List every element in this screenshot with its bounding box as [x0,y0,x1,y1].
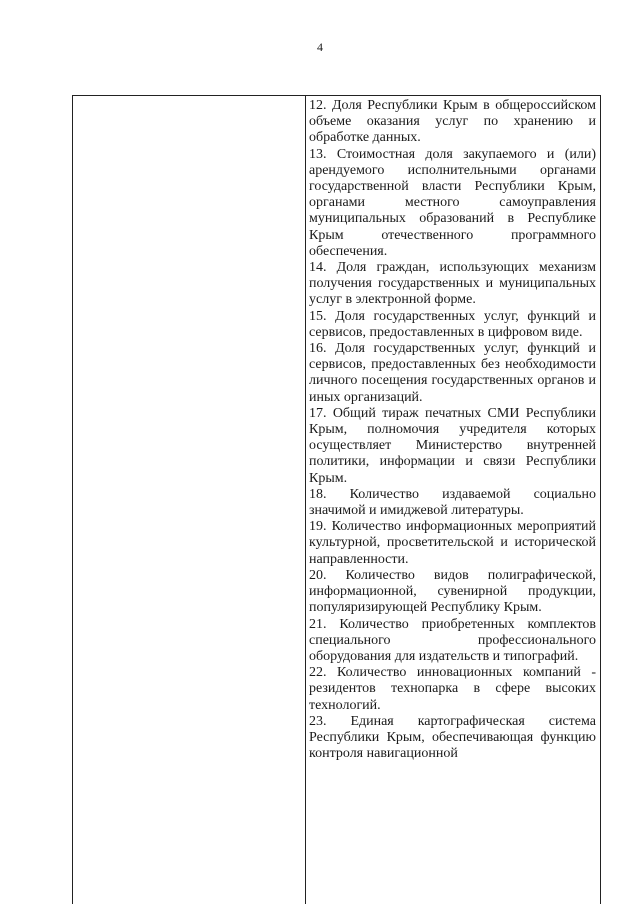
indicator-18: 18. Количество издаваемой социально значимой и имиджевой литературы. [309,486,596,519]
indicator-14: 14. Доля граждан, использующих механизм получения государственных и муниципальных услуг в электронной форме. [309,260,596,308]
indicator-13: 13. Стоимостная доля закупаемого и (или) арендуемого исполнительными органами государственной власти Республики Крым, органами местного самоуправления муниципальных образований в Республике Крым отечественного программного обеспечения. [309,146,596,259]
document-table [72,95,601,904]
indicator-12: 12. Доля Республики Крым в общероссийском объеме оказания услуг по хранению и обработке данных. [309,98,596,146]
table-cell-empty [73,96,306,904]
indicator-16: 16. Доля государственных услуг, функций и сервисов, предоставленных без необходимости личного посещения государственных органов и иных организаций. [309,341,596,405]
indicator-23: 23. Единая картографическая система Республики Крым, обеспечивающая функцию контроля навигационной [309,713,596,762]
indicator-20: 20. Количество видов полиграфической, информационной, сувенирной продукции, популяризирующей Республику Крым. [309,567,596,616]
indicator-19: 19. Количество информационных мероприятий культурной, просветительской и исторической направленности. [309,519,596,567]
indicator-15: 15. Доля государственных услуг, функций и сервисов, предоставленных в цифровом виде. [309,308,596,340]
indicator-17: 17. Общий тираж печатных СМИ Республики Крым, полномочия учредителя которых осуществляет Министерство внутренней политики, информации и связи Республики Крым. [309,405,596,486]
page-number: 4 [317,40,323,54]
indicator-21: 21. Количество приобретенных комплектов специального профессионального оборудования для издательств и типографий. [309,616,596,664]
indicator-22: 22. Количество инновационных компаний - резидентов технопарка в сфере высоких технологий. [309,665,596,713]
table-cell-indicators [306,96,601,904]
table-row [73,96,601,904]
